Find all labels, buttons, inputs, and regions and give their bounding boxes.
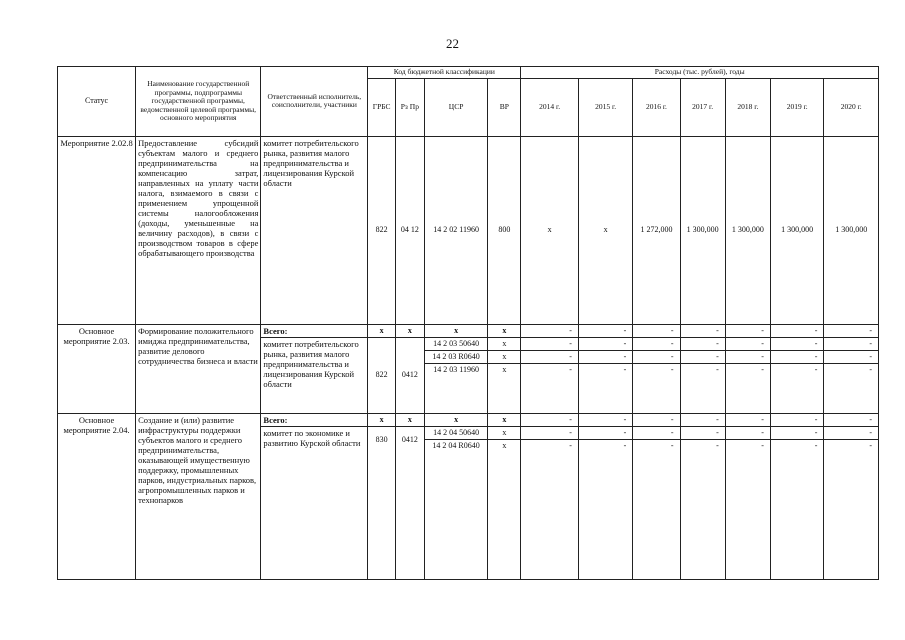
- value-cell: -: [770, 439, 823, 579]
- value-cell: -: [824, 337, 879, 350]
- rzpr-cell: 0412: [395, 426, 424, 579]
- grbs-cell: 830: [368, 426, 396, 579]
- header-year: 2016 г.: [633, 78, 680, 136]
- value-cell: -: [680, 426, 725, 439]
- vr-cell: х: [488, 439, 521, 579]
- value-cell: -: [725, 324, 770, 337]
- vr-cell: х: [488, 324, 521, 337]
- value-cell: -: [680, 350, 725, 363]
- total-label: Всего:: [261, 413, 368, 426]
- header-rzpr: Рз Пр: [395, 78, 424, 136]
- value-cell: -: [770, 324, 823, 337]
- value-cell: 1 300,000: [824, 136, 879, 324]
- header-responsible: Ответственный исполнитель, соисполнители, участники: [261, 67, 368, 137]
- header-name: Наименование государственной программы, подпрограммы государственной программы, ведомственной целевой программы, основного мероприятия: [136, 67, 261, 137]
- page-number: 22: [446, 36, 459, 51]
- header-csr: ЦСР: [424, 78, 488, 136]
- csr-cell: х: [424, 324, 488, 337]
- vr-cell: х: [488, 337, 521, 350]
- value-cell: -: [824, 426, 879, 439]
- csr-cell: 14 2 04 R0640: [424, 439, 488, 579]
- responsible-cell: комитет потребительского рынка, развития малого предпринимательства и лицензирования Курской области: [261, 337, 368, 413]
- value-cell: 1 300,000: [725, 136, 770, 324]
- value-cell: -: [633, 337, 680, 350]
- header-grbs: ГРБС: [368, 78, 396, 136]
- value-cell: 1 272,000: [633, 136, 680, 324]
- value-cell: -: [521, 363, 579, 413]
- value-cell: -: [824, 363, 879, 413]
- value-cell: -: [680, 439, 725, 579]
- header-vr: ВР: [488, 78, 521, 136]
- value-cell: -: [578, 439, 632, 579]
- value-cell: -: [725, 337, 770, 350]
- csr-cell: 14 2 02 11960: [424, 136, 488, 324]
- value-cell: -: [824, 439, 879, 579]
- csr-cell: 14 2 03 11960: [424, 363, 488, 413]
- grbs-cell: 822: [368, 337, 396, 413]
- value-cell: -: [578, 337, 632, 350]
- value-cell: 1 300,000: [770, 136, 823, 324]
- grbs-cell: 822: [368, 136, 396, 324]
- value-cell: -: [633, 363, 680, 413]
- value-cell: -: [633, 413, 680, 426]
- value-cell: -: [633, 426, 680, 439]
- value-cell: -: [770, 363, 823, 413]
- value-cell: -: [725, 426, 770, 439]
- csr-cell: 14 2 04 50640: [424, 426, 488, 439]
- header-status: Статус: [58, 67, 136, 137]
- value-cell: -: [521, 413, 579, 426]
- status-cell: Мероприятие 2.02.8: [58, 136, 136, 324]
- vr-cell: х: [488, 363, 521, 413]
- header-expenses: Расходы (тыс. рублей), годы: [521, 67, 879, 79]
- header-year: 2017 г.: [680, 78, 725, 136]
- value-cell: -: [521, 439, 579, 579]
- header-year: 2020 г.: [824, 78, 879, 136]
- value-cell: -: [725, 413, 770, 426]
- csr-cell: 14 2 03 R0640: [424, 350, 488, 363]
- value-cell: -: [521, 337, 579, 350]
- value-cell: -: [578, 350, 632, 363]
- table-row: [58, 324, 879, 337]
- budget-table: [57, 66, 879, 580]
- header-year: 2019 г.: [770, 78, 823, 136]
- value-cell: -: [578, 324, 632, 337]
- value-cell: -: [680, 337, 725, 350]
- rzpr-cell: х: [395, 413, 424, 426]
- value-cell: -: [725, 439, 770, 579]
- vr-cell: х: [488, 413, 521, 426]
- csr-cell: х: [424, 413, 488, 426]
- value-cell: -: [578, 413, 632, 426]
- name-cell: Создание и (или) развитие инфраструктуры поддержки субъектов малого и среднего предпринимательства, оказывающей имущественную поддержку, промышленных парков, индустриальных парков, агропромышленных парков и технопарков: [136, 413, 261, 579]
- value-cell: -: [770, 413, 823, 426]
- responsible-cell: комитет по экономике и развитию Курской области: [261, 426, 368, 579]
- value-cell: -: [770, 337, 823, 350]
- value-cell: -: [578, 426, 632, 439]
- total-label: Всего:: [261, 324, 368, 337]
- table-row: [58, 413, 879, 426]
- name-cell: Формирование положительного имиджа предпринимательства, развитие делового сотрудничества бизнеса и власти: [136, 324, 261, 413]
- value-cell: -: [521, 350, 579, 363]
- csr-cell: 14 2 03 50640: [424, 337, 488, 350]
- value-cell: х: [521, 136, 579, 324]
- value-cell: -: [633, 350, 680, 363]
- grbs-cell: х: [368, 324, 396, 337]
- value-cell: х: [578, 136, 632, 324]
- header-year: 2015 г.: [578, 78, 632, 136]
- rzpr-cell: 04 12: [395, 136, 424, 324]
- value-cell: -: [680, 413, 725, 426]
- rzpr-cell: х: [395, 324, 424, 337]
- value-cell: -: [633, 439, 680, 579]
- value-cell: -: [725, 363, 770, 413]
- value-cell: -: [725, 350, 770, 363]
- rzpr-cell: 0412: [395, 337, 424, 413]
- value-cell: -: [680, 324, 725, 337]
- value-cell: -: [680, 363, 725, 413]
- header-year: 2018 г.: [725, 78, 770, 136]
- header-year: 2014 г.: [521, 78, 579, 136]
- value-cell: -: [824, 324, 879, 337]
- value-cell: -: [770, 426, 823, 439]
- name-cell: Предоставление субсидий субъектам малого и среднего предпринимательства на компенсацию затрат, направленных на уплату части налога, взимаемого в связи с применением упрощенной системы налогообложения (доходы, уменьшенные на величину расходов), в связи с производством товаров в сфере обрабатывающего производства: [136, 136, 261, 324]
- header-budget-code: Код бюджетной классификации: [368, 67, 521, 79]
- responsible-cell: комитет потребительского рынка, развития малого предпринимательства и лицензирования Курской области: [261, 136, 368, 324]
- value-cell: -: [824, 413, 879, 426]
- grbs-cell: х: [368, 413, 396, 426]
- vr-cell: х: [488, 426, 521, 439]
- value-cell: -: [770, 350, 823, 363]
- value-cell: -: [578, 363, 632, 413]
- value-cell: 1 300,000: [680, 136, 725, 324]
- status-cell: Основное мероприятие 2.04.: [58, 413, 136, 579]
- value-cell: -: [824, 350, 879, 363]
- value-cell: -: [633, 324, 680, 337]
- vr-cell: х: [488, 350, 521, 363]
- status-cell: Основное мероприятие 2.03.: [58, 324, 136, 413]
- table-row: [58, 136, 879, 324]
- value-cell: -: [521, 426, 579, 439]
- vr-cell: 800: [488, 136, 521, 324]
- value-cell: -: [521, 324, 579, 337]
- header-row-1: [58, 67, 879, 79]
